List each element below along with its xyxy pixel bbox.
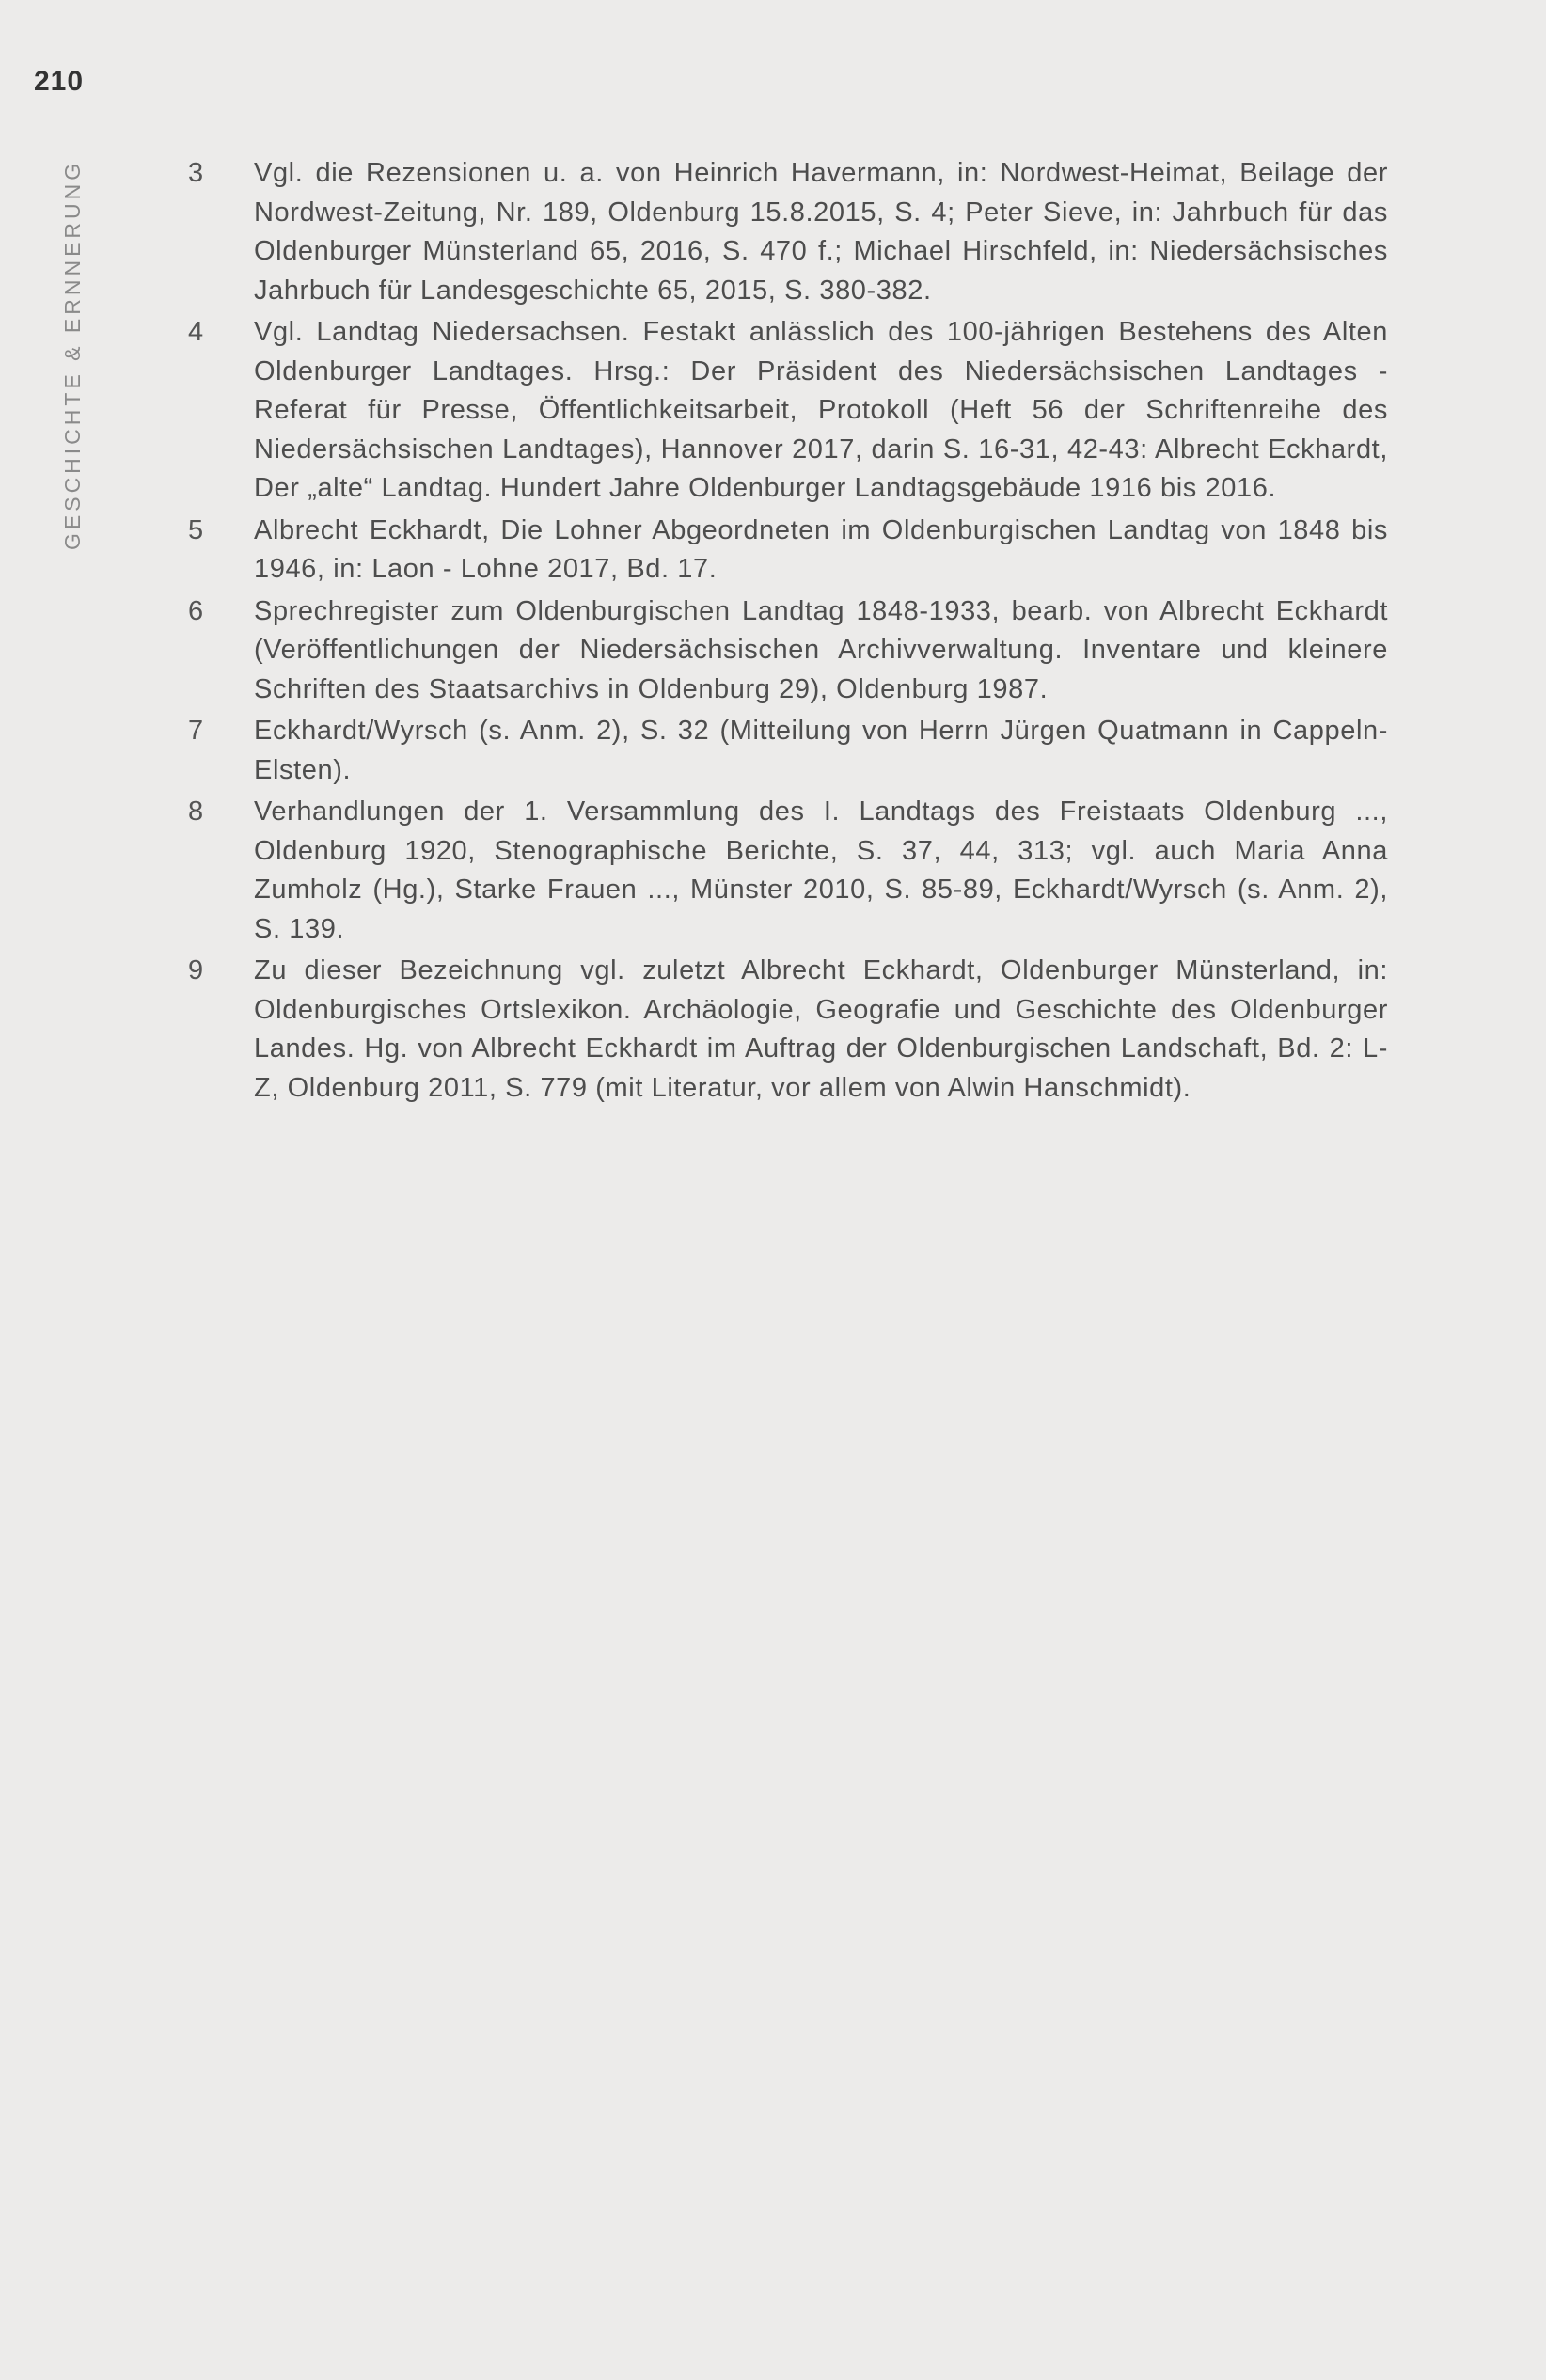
footnote-number: 5: [188, 514, 204, 545]
footnote-number: 6: [188, 595, 204, 626]
footnote-text: Verhandlungen der 1. Versammlung des I. Landtags des Freistaats Oldenburg ..., Oldenburg 1920, Stenographische Berichte, S. 37, 44, 313; vgl. auch Maria Anna Zumholz (Hg.), Starke Frauen ..., Münster 2010, S. 85-89, Eckhardt/Wyrsch (s. Anm. 2), S. 139.: [254, 796, 1388, 944]
footnote: [188, 512, 1388, 590]
footnote-text: Vgl. Landtag Niedersachsen. Festakt anlässlich des 100-jährigen Bestehens des Alten Oldenburger Landtages. Hrsg.: Der Präsident des Niedersächsischen Landtages - Referat für Presse, Öffentlichkeitsarbeit, Protokoll (Heft 56 der Schriftenreihe des Niedersächsischen Landtages), Hannover 2017, darin S. 16-31, 42-43: Albrecht Eckhardt, Der „alte“ Landtag. Hundert Jahre Oldenburger Landtagsgebäude 1916 bis 2016.: [254, 317, 1388, 503]
footnote-text: Vgl. die Rezensionen u. a. von Heinrich Havermann, in: Nordwest-Heimat, Beilage der Nordwest-Zeitung, Nr. 189, Oldenburg 15.8.2015, S. 4; Peter Sieve, in: Jahrbuch für das Oldenburger Münsterland 65, 2016, S. 470 f.; Michael Hirschfeld, in: Niedersächsisches Jahrbuch für Landesgeschichte 65, 2015, S. 380-382.: [254, 158, 1388, 306]
running-head: GESCHICHTE & ERNNERUNG: [60, 159, 85, 550]
footnote-text: Eckhardt/Wyrsch (s. Anm. 2), S. 32 (Mitteilung von Herrn Jürgen Quatmann in Cappeln-Elsten).: [254, 716, 1388, 785]
footnote: [188, 154, 1388, 310]
footnote-number: 8: [188, 796, 204, 827]
page-number: 210: [34, 66, 85, 97]
footnote: [188, 952, 1388, 1108]
footnote-text: Zu dieser Bezeichnung vgl. zuletzt Albrecht Eckhardt, Oldenburger Münsterland, in: Oldenburgisches Ortslexikon. Archäologie, Geografie und Geschichte des Oldenburger Landes. Hg. von Albrecht Eckhardt im Auftrag der Oldenburgischen Landschaft, Bd. 2: L-Z, Oldenburg 2011, S. 779 (mit Literatur, vor allem von Alwin Hanschmidt).: [254, 955, 1388, 1103]
footnote: [188, 712, 1388, 790]
footnote-text: Albrecht Eckhardt, Die Lohner Abgeordneten im Oldenburgischen Landtag von 1848 bis 1946, in: Laon - Lohne 2017, Bd. 17.: [254, 514, 1388, 584]
footnote: [188, 592, 1388, 710]
footnotes-list: [188, 154, 1388, 1111]
footnote-number: 7: [188, 716, 204, 746]
footnote: [188, 313, 1388, 509]
footnote-text: Sprechregister zum Oldenburgischen Landtag 1848-1933, bearb. von Albrecht Eckhardt (Veröffentlichungen der Niedersächsischen Archivverwaltung. Inventare und kleinere Schriften des Staatsarchivs in Oldenburg 29), Oldenburg 1987.: [254, 595, 1388, 704]
footnote-number: 9: [188, 955, 204, 985]
footnote-number: 3: [188, 158, 204, 188]
footnote: [188, 793, 1388, 949]
footnote-number: 4: [188, 317, 204, 347]
